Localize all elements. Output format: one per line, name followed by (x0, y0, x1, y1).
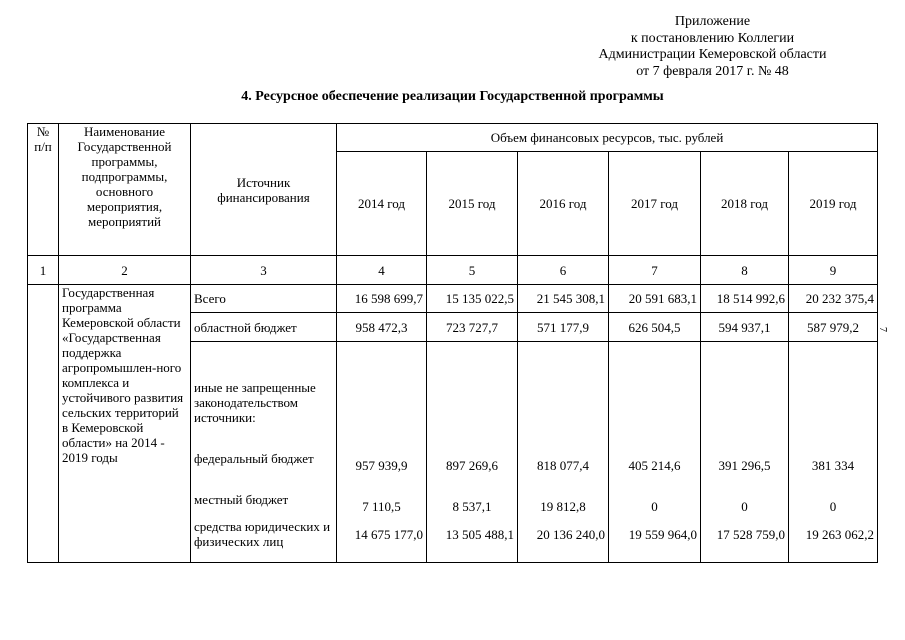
value-cell: 20 232 375,4 (789, 285, 878, 313)
value-column (518, 342, 609, 563)
appendix-block (580, 14, 845, 80)
col-number: 4 (337, 256, 427, 285)
value-cell: 19 263 062,2 (805, 526, 875, 542)
value-cell: 20 136 240,0 (536, 526, 605, 542)
value-cell: 18 514 992,6 (701, 285, 789, 313)
value-cell: 958 472,3 (337, 313, 427, 342)
header-source: Источник финансирования (191, 124, 337, 256)
value-cell: 19 559 964,0 (628, 526, 697, 542)
value-cell: 19 812,8 (540, 499, 586, 514)
source-entities: средства юридических и физических лиц (194, 519, 331, 549)
section-title: 4. Ресурсное обеспечение реализации Государственной программы (241, 89, 664, 104)
header-num: № п/п (28, 124, 59, 256)
appendix-line: Администрации Кемеровской области (598, 47, 827, 62)
value-cell: 587 979,2 (789, 313, 878, 342)
header-year: 2017 год (609, 152, 701, 256)
value-cell: 16 598 699,7 (337, 285, 427, 313)
appendix-line: от 7 февраля 2017 г. № 48 (636, 63, 789, 79)
header-year: 2018 год (701, 152, 789, 256)
source-federal: федеральный бюджет (194, 450, 314, 466)
value-cell: 723 727,7 (427, 313, 518, 342)
value-column (427, 342, 518, 563)
col-number: 9 (789, 256, 878, 285)
value-cell: 818 077,4 (537, 458, 589, 473)
value-cell: 21 545 308,1 (518, 285, 609, 313)
value-cell: 571 177,9 (518, 313, 609, 342)
source-local: местный бюджет (194, 491, 289, 507)
header-year: 2014 год (337, 152, 427, 256)
value-column (337, 342, 427, 563)
header-name: Наименование Государственной программы, подпрограммы, основного мероприятия, мероприятий (59, 124, 191, 256)
value-column (609, 342, 701, 563)
value-cell: 405 214,6 (628, 458, 681, 473)
other-sources-cell (191, 342, 337, 563)
value-cell: 17 528 759,0 (716, 526, 785, 542)
value-cell: 14 675 177,0 (354, 526, 423, 542)
header-year: 2015 год (427, 152, 518, 256)
value-cell: 391 296,5 (718, 458, 771, 473)
value-cell: 626 504,5 (609, 313, 701, 342)
value-cell: 381 334 (811, 458, 855, 473)
source-regional: областной бюджет (191, 313, 337, 342)
appendix-line: Приложение (674, 14, 751, 29)
appendix-line: к постановлению Коллегии (630, 30, 795, 46)
value-column (701, 342, 789, 563)
value-cell: 0 (651, 499, 658, 514)
value-cell: 897 269,6 (446, 458, 498, 473)
header-volume: Объем финансовых ресурсов, тыс. рублей (337, 124, 878, 152)
resource-table (27, 123, 878, 563)
program-name: Государственная программа Кемеровской области «Государственная поддержка агропромышлен-ного комплекса и устойчивого развития сельских территорий в Кемеровской области» на 2014 - 2019 годы (59, 285, 191, 563)
value-cell: 15 135 022,5 (427, 285, 518, 313)
col-number: 8 (701, 256, 789, 285)
value-cell: 957 939,9 (355, 458, 408, 473)
value-cell: 0 (741, 499, 748, 514)
value-cell: 7 110,5 (362, 499, 401, 514)
row-num-cell (28, 285, 59, 563)
value-cell: 20 591 683,1 (609, 285, 701, 313)
header-year: 2019 год (789, 152, 878, 256)
value-column (789, 342, 878, 563)
value-cell: 13 505 488,1 (445, 526, 514, 542)
source-total: Всего (191, 285, 337, 313)
col-number: 6 (518, 256, 609, 285)
other-sources-label: иные не запрещенные законодательством источники: (194, 380, 316, 425)
page-number: 7 (877, 327, 888, 332)
col-number: 3 (191, 256, 337, 285)
col-number: 7 (609, 256, 701, 285)
col-number: 1 (28, 256, 59, 285)
value-cell: 594 937,1 (701, 313, 789, 342)
header-year: 2016 год (518, 152, 609, 256)
value-cell: 0 (829, 499, 837, 514)
value-cell: 8 537,1 (452, 499, 492, 514)
col-number: 2 (59, 256, 191, 285)
col-number: 5 (427, 256, 518, 285)
